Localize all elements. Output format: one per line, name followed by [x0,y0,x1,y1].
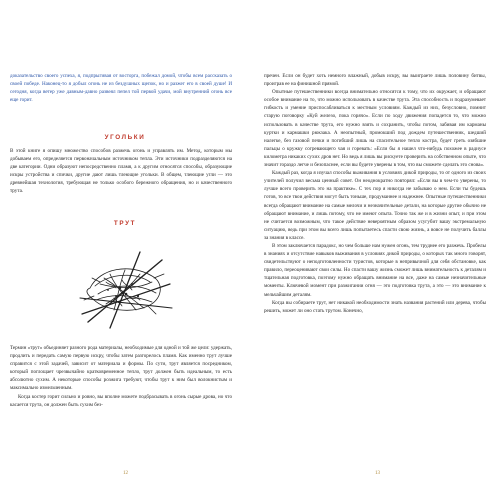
tinder-bundle-icon [70,238,180,336]
right-text-column [264,72,486,315]
intro-paragraph: доказательство своего успеха, я, подпрыгивая от восторга, побежал домой, чтобы всем рассказать о своей победе. Наконец-то я добыл огонь не из бездушных щепок, но и разжег его в своей душе! И сегодня, когда ветер уже давным-давно развеял пепел той первой удачи, мой внутренний огонь все еще горит. [10,73,232,104]
right-paragraph-4: В этом заключается парадокс, но чем больше нам нужен огонь, тем труднее его разжечь. Пробелы в знаниях и отсутствие навыков выживания в условиях дикой природы, о которых так много говорят, свидетельствуют о неподготовленности туристов, которые в непривычной для себя обстановке, как правило, переоценивают свои силы. Но спасти вашу жизнь сможет лишь внимательность к деталям и тщательная подготовка, поэтому нужно обращать внимание на все, даже на самые незначительные моменты. Ключевой момент при разжигании огня — это подготовка трута, а это — это внимание к мельчайшим деталям. [264,242,486,298]
trut-paragraph-1: Термин «трут» объединяет разного рода материалы, необходимые для одной и той же цели: удержать, продлить и передать самую первую искру, чтобы затем разгорелось пламя. Как именно трут лучше справится с этой задачей, зависит от материала и формы. По сути, трут является посредником, который поглощает чрезвычайно кратковременное тепло, трут должен быть идеальным, то есть абсолютно сухим. А некоторые способы розжига требуют, чтобы трут к ним был волокнистым и максимально измельченным. [10,345,232,392]
ugolki-paragraph: В этой книге я опишу множество способов разжечь огонь и управлять им. Метод, которым мы добываем его, определяется первоначальным источником тепла. Эти источники подразделяются на две категории. Одни образуют непосредственно пламя, а к другим относятся способы, образующие искры устройства и спички, другие дают лишь тлеющие угольки. В общем, тлеющие угли — это древнейшая технология, требующая не только особого бережного обращения, но и качественного трута. [10,148,232,195]
trut-section [10,344,232,409]
right-paragraph-2: Опытные путешественники всегда внимательно относятся к тому, что их окружает, и обращают особое внимание на то, что можно использовать в качестве трута. Эта способность и подразумевает гибкость и умение приспосабливаться к местным условиям. Каждый из них, безусловно, помнит старую поговорку «Куй железо, пока горячо». Если по ходу движения попадется то, что можно использовать в качестве трута, его нужно взять и сохранить, чтобы потом, забивая им карманы куртки и кармашки рюкзака. А неопытный, промокший под дождем путешественник, шедший налегке, без газовой печки и погибший лишь на спасительное тепло костра, будет греть озябшие пальцы о кружку согревающего чая и горевать: «Если бы я нашел что-нибудь похожее в радиусе километра никаких сухих дров нет. Но ведь я лишь вы рискуете проверить на собственном опыте, что значит гораздо легче и безопаснее, если вы будете уверены в том, что вы сможете сделать это снова». [264,89,486,169]
trut-paragraph-2: Когда костер горит сильно и ровно, вы вполне можете подбрасывать в огонь сырые дрова, но что касается трута, он должен быть сухим без- [10,393,232,408]
intro-paragraph-block [10,72,232,104]
right-page [250,0,500,500]
heading-trut: ТРУТ [113,220,137,227]
heading-ugolki: УГОЛЬКИ [104,134,146,141]
right-paragraph-3: Каждый раз, когда я изучал способы выживания в условиях дикой природы, то от одного из своих учителей получил весьма ценный совет. Он неоднократно повторял: «Если вы в чем-то уверены, то лучше всего проверить это на практике». С тех пор я никогда не забываю о нем. Если ты будешь готов, то все твои действия могут быть тоньше, продуманнее и надежнее. Опытные путешественники всегда обращают внимание на самые мелочи и незначительные детали, на которые другие обычно не обращают внимание, и лишь потому, что не имеют опыта. Точно так же и в жизни опыт, и при этом не считается возможным, что такое действие невероятным образом усугубит вашу экстремальную ситуацию, ведь при этом вы всего лишь попытаетесь спасти свою жизнь, а вовсе не получить баллы за знания в классе. [264,170,486,241]
ugolki-section [10,147,232,196]
page-number-left: 12 [123,471,128,476]
page-number-right: 13 [375,471,380,476]
right-paragraph-5: Когда вы собираете трут, нет никакой необходимости знать названия растений или дерева, чтобы решить, может ли оно стать трутом. Конечно, [264,299,486,314]
right-paragraph-1: пречен. Если он будет хоть немного влажный, добыв искру, вы выиграете лишь половину битвы, проиграв ее на финишной прямой. [264,73,486,88]
